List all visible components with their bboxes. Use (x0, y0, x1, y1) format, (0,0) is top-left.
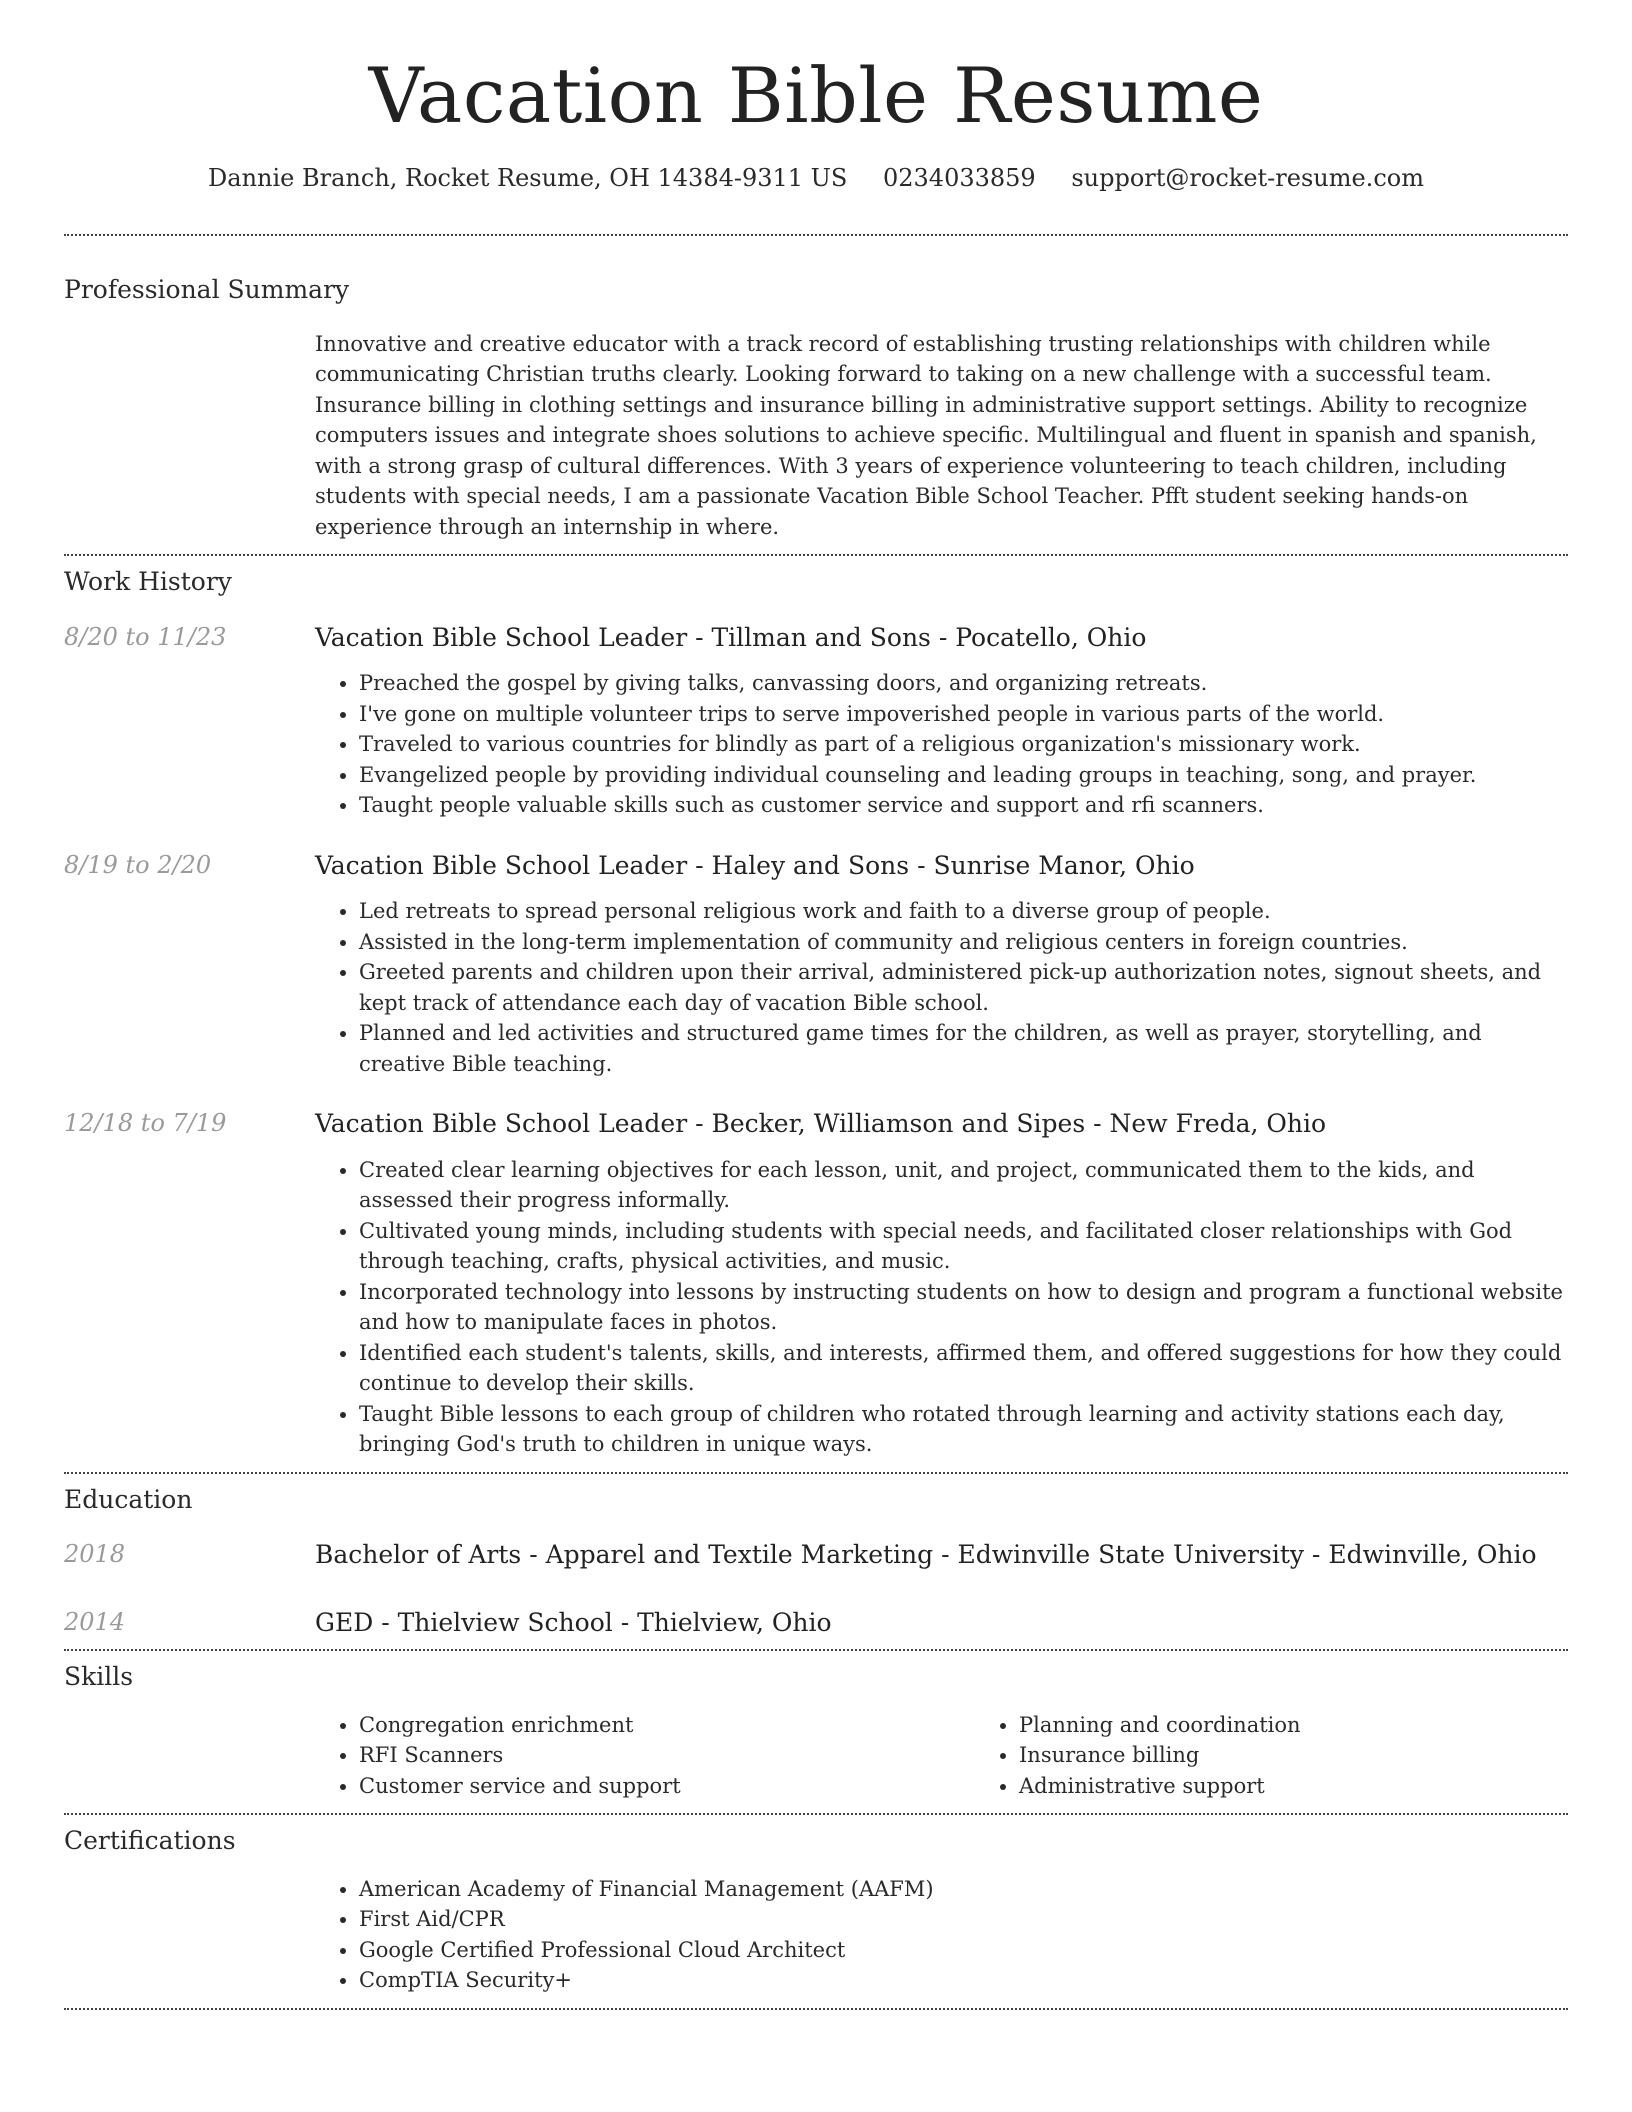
skills-list-right (975, 1710, 1632, 1802)
skills-section (64, 1661, 1568, 1801)
work-history-title: Work History (64, 567, 232, 597)
education-title: Education (64, 1484, 193, 1514)
summary-title: Professional Summary (64, 275, 350, 305)
job-entry (64, 1108, 1568, 1472)
job-bullet: • Taught Bible lessons to each group of children who rotated through learning and activity stations each day, bringing God's truth to children in unique ways. (359, 1399, 1568, 1460)
section-divider (64, 234, 1568, 236)
certifications-list-wrap (315, 1874, 1568, 1996)
job-bullet: • Greeted parents and children upon their arrival, administered pick-up authorization notes, signout sheets, and kept track of attendance each day of vacation Bible school. (359, 957, 1568, 1018)
job-bullets (315, 1155, 1568, 1460)
work-history-section (64, 566, 1568, 1472)
certification-item: • First Aid/CPR (359, 1904, 1568, 1935)
contact-phone: 0234033859 (883, 164, 1036, 193)
certifications-section (64, 1825, 1568, 1996)
education-section (64, 1484, 1568, 1640)
job-bullet: • Created clear learning objectives for each lesson, unit, and project, communicated them to the kids, and assessed their progress informally. (359, 1155, 1568, 1216)
section-divider (64, 554, 1568, 556)
skills-columns (315, 1710, 1568, 1802)
section-divider (64, 1472, 1568, 1474)
certifications-list (315, 1874, 1568, 1996)
job-heading: Vacation Bible School Leader - Becker, Williamson and Sipes - New Freda, Ohio (315, 1109, 1327, 1139)
job-content (315, 1108, 1568, 1472)
section-divider (64, 1649, 1568, 1651)
summary-text: Innovative and creative educator with a track record of establishing trusting relationships with children while communicating Christian truths clearly. Looking forward to taking on a new challenge with a successful team. Insurance billing in clothing settings and insurance billing in administrative support settings. Ability to recognize computers issues and integrate shoes solutions to achieve specific. Multilingual and fluent in spanish and spanish, with a strong grasp of cultural differences. With 3 years of experience volunteering to teach children, including students with special needs, I am a passionate Vacation Bible School Teacher. Pfft student seeking hands-on experience through an internship in where. (315, 331, 1537, 539)
job-entry (64, 622, 1568, 821)
summary-section (64, 274, 1568, 542)
job-bullet: • Assisted in the long-term implementation of community and religious centers in foreign countries. (359, 927, 1568, 958)
job-bullet: • Traveled to various countries for blindly as part of a religious organization's missionary work. (359, 729, 1568, 760)
education-entry (64, 1539, 1568, 1572)
job-bullet: • Taught people valuable skills such as customer service and support and rfi scanners. (359, 790, 1568, 821)
certifications-title: Certifications (64, 1826, 236, 1856)
skills-list-left (315, 1710, 975, 1802)
job-bullets (315, 668, 1568, 821)
job-bullet: • I've gone on multiple volunteer trips to serve impoverished people in various parts of the world. (359, 699, 1568, 730)
skill-item: • Administrative support (1019, 1771, 1632, 1802)
education-date: 2014 (64, 1607, 126, 1636)
job-bullet: • Incorporated technology into lessons by instructing students on how to design and program a functional website and how to manipulate faces in photos. (359, 1277, 1568, 1338)
education-date: 2018 (64, 1540, 126, 1569)
job-heading: Vacation Bible School Leader - Tillman and Sons - Pocatello, Ohio (315, 622, 1147, 652)
job-heading: Vacation Bible School Leader - Haley and Sons - Sunrise Manor, Ohio (315, 850, 1195, 880)
certification-item: • American Academy of Financial Management (AAFM) (359, 1874, 1568, 1905)
job-entry (64, 850, 1568, 1080)
job-bullet: • Cultivated young minds, including students with special needs, and facilitated closer relationships with God through teaching, crafts, physical activities, and music. (359, 1216, 1568, 1277)
skill-item: • Planning and coordination (1019, 1710, 1632, 1741)
contact-email: support@rocket-resume.com (1071, 164, 1424, 193)
skills-title: Skills (64, 1662, 134, 1692)
job-content (315, 850, 1568, 1080)
job-date: 12/18 to 7/19 (64, 1109, 227, 1138)
skill-item: • Customer service and support (359, 1771, 975, 1802)
contact-address: Dannie Branch, Rocket Resume, OH 14384-9311 US (208, 164, 848, 193)
skill-item: • Congregation enrichment (359, 1710, 975, 1741)
education-heading: GED - Thielview School - Thielview, Ohio (315, 1607, 832, 1637)
certification-item: • CompTIA Security+ (359, 1965, 1568, 1996)
job-content (315, 622, 1568, 821)
job-bullet: • Preached the gospel by giving talks, canvassing doors, and organizing retreats. (359, 668, 1568, 699)
contact-line (64, 163, 1568, 194)
certification-item: • Google Certified Professional Cloud Architect (359, 1935, 1568, 1966)
job-bullet: • Planned and led activities and structured game times for the children, as well as prayer, storytelling, and creative Bible teaching. (359, 1018, 1568, 1079)
job-bullet: • Led retreats to spread personal religious work and faith to a diverse group of people. (359, 896, 1568, 927)
education-entry (64, 1607, 1568, 1640)
job-bullet: • Evangelized people by providing individual counseling and leading groups in teaching, song, and prayer. (359, 760, 1568, 791)
skill-item: • Insurance billing (1019, 1740, 1632, 1771)
education-heading: Bachelor of Arts - Apparel and Textile Marketing - Edwinville State University - Edwinville, Ohio (315, 1540, 1537, 1570)
skill-item: • RFI Scanners (359, 1740, 975, 1771)
section-divider (64, 1813, 1568, 1815)
job-date: 8/19 to 2/20 (64, 850, 212, 879)
job-date: 8/20 to 11/23 (64, 622, 227, 651)
resume-title: Vacation Bible Resume (368, 51, 1264, 140)
job-bullets (315, 896, 1568, 1079)
job-bullet: • Identified each student's talents, skills, and interests, affirmed them, and offered suggestions for how they could continue to develop their skills. (359, 1338, 1568, 1399)
section-divider (64, 2008, 1568, 2010)
